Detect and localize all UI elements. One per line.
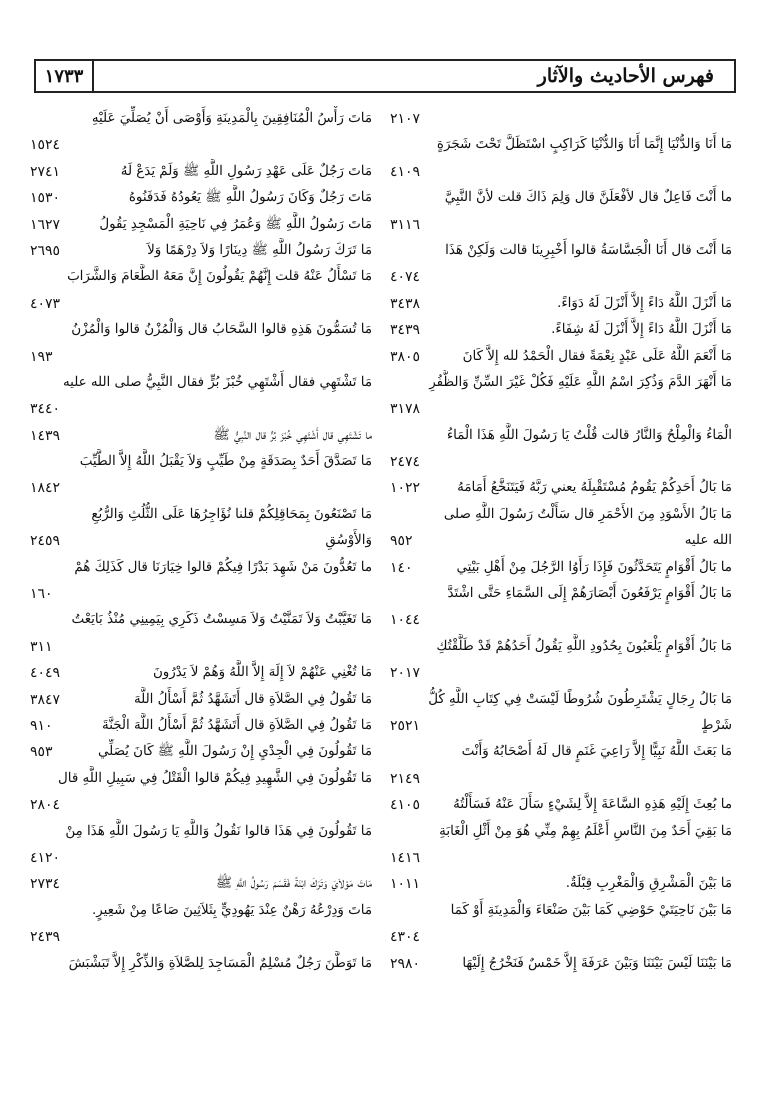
hadith-number: ٢٠١٧ <box>390 665 421 682</box>
entry-text: ما بُعِثَ إِلَيْهِ هَذِهِ السَّاعَةَ إِلاَّ لِشَيْءٍ سَأَلَ عَنْهُ فَسَأَلْتُهُ <box>453 797 732 813</box>
hadith-number: ٤١٠٩ <box>390 163 421 180</box>
hadith-number: ١٦٠ <box>30 586 53 603</box>
entry-text: مَا تَصْنَعُونَ بِمَحَاقِلِكُمْ قلنا نُؤَاجِرُهَا عَلَى الثُّلُثِ وَالرُّبُعِ <box>91 506 372 522</box>
entry-text: مَاتَ مَوْلاَيَ وَتَرَكَ ابْنَةً فَقَسَمَ رَسُولُ اللَّهِ ﷺ <box>215 876 372 892</box>
entry-text: ما تَعُدُّونَ مَنْ شَهِدَ بَدْرًا فِيكُمْ قالوا خِيَارَنَا قال كَذَلِكَ هُمْ <box>74 559 372 575</box>
index-entry-line <box>30 713 372 739</box>
index-entry-line <box>390 264 732 290</box>
hadith-number: ١٠٤٤ <box>390 612 421 629</box>
index-entry-line <box>390 687 732 713</box>
entry-text: مَا بَقِيَ أَحَدٌ مِنَ النَّاسِ أَعْلَمُ بِهِمْ مِنِّي هُوَ مِنْ أَثْلِ الْغَابَةِ <box>439 823 732 839</box>
page-number: ١٧٣٣ <box>36 61 94 91</box>
entry-text: مَا تَقُولُونَ فِي هَذَا قالوا نَقُولُ وَاللَّهِ يَا رَسُولَ اللَّهِ هَذَا مِنْ <box>65 823 372 839</box>
index-entry-line <box>30 898 372 924</box>
index-entry-line <box>390 607 732 633</box>
entry-text: مَا تَشْتَهِي فقال أَشْتَهِي خُبْزَ بُرٍّ فقال النَّبِيُّ صلى الله عليه <box>62 374 372 390</box>
entry-text: مَا تُغْنِي عَنْهُمْ لاَ إِلَهَ إِلاَّ اللَّهُ وَهُمْ لاَ يَدْرُونَ <box>152 665 372 681</box>
hadith-number: ٣١٧٨ <box>390 401 421 418</box>
index-entry-line <box>30 423 372 449</box>
index-entry-line <box>30 792 372 818</box>
hadith-number: ٢٧٣٤ <box>30 876 61 893</box>
entry-text: مَا تَغَيَّبْتُ وَلاَ تَمَنَّيْتُ وَلاَ مَسِسْتُ ذَكَرِي بِيَمِينِي مُنْذُ بَايَعْتُ <box>71 612 372 628</box>
index-entry-line <box>30 845 372 871</box>
index-entry-line <box>30 212 372 238</box>
entry-text: مَا تَقُولُونَ فِي الشَّهِيدِ فِيكُمْ قالوا الْقَتْلُ فِي سَبِيلِ اللَّهِ قال <box>58 770 372 786</box>
index-entry-line <box>390 317 732 343</box>
index-entry-line <box>390 766 732 792</box>
index-entry-line <box>30 951 372 977</box>
index-entry-line <box>30 396 372 422</box>
index-entry-line <box>390 238 732 264</box>
entry-text: ما بَالُ أَقْوَامٍ يَتَحَدَّثُونَ فَإِذَا رَأَوُا الرَّجُلَ مِنْ أَهْلِ بَيْتِي <box>456 559 732 575</box>
hadith-number: ٣٤٤٠ <box>30 401 61 418</box>
entry-text: الْمَاءُ وَالْمِلْحُ وَالنَّارُ قالت قُلْتُ يَا رَسُولَ اللَّهِ هَذَا الْمَاءُ <box>446 427 732 443</box>
hadith-number: ١٤٣٩ <box>30 427 61 444</box>
hadith-number: ١٥٢٤ <box>30 137 61 154</box>
entry-text: مَا بَيْنَ الْمَشْرِقِ وَالْمَغْرِبِ قِبْلَةٌ. <box>565 876 732 892</box>
entry-text: مَا أَنْزَلَ اللَّهُ دَاءً إِلاَّ أَنْزَلَ لَهُ شِفَاءً. <box>551 322 732 338</box>
index-entry-line <box>30 871 372 897</box>
hadith-number: ٣٨٤٧ <box>30 691 61 708</box>
hadith-number: ١٨٤٢ <box>30 480 61 497</box>
hadith-number: ٤١٠٥ <box>390 797 421 814</box>
hadith-number: ٢٥٢١ <box>390 717 421 734</box>
hadith-number: ٩٥٢ <box>390 533 413 550</box>
index-entry-line <box>30 106 372 132</box>
index-entry-line <box>30 238 372 264</box>
index-entry-line <box>390 660 732 686</box>
index-entry-line <box>30 344 372 370</box>
index-entry-line <box>30 528 372 554</box>
index-entry-line <box>390 871 732 897</box>
hadith-number: ٢٧٤١ <box>30 163 61 180</box>
hadith-number: ٤٣٠٤ <box>390 929 421 946</box>
index-entry-line <box>390 423 732 449</box>
index-entry-line <box>30 449 372 475</box>
entry-text: شَرْطٍ <box>701 717 732 733</box>
index-entry-line <box>390 132 732 158</box>
index-entry-line <box>390 792 732 818</box>
entry-text: مَا أَنْهَرَ الدَّمَ وَذُكِرَ اسْمُ اللَّهِ عَلَيْهِ فَكُلْ غَيْرَ السِّنِّ وَالظُّفُرِ <box>429 374 732 390</box>
hadith-number: ١٤١٦ <box>390 849 421 866</box>
hadith-number: ١٠١١ <box>390 876 421 893</box>
index-entry-line <box>30 819 372 845</box>
entry-text: الله عليه <box>684 533 732 549</box>
index-entry-line <box>30 185 372 211</box>
hadith-number: ١٩٣ <box>30 348 53 365</box>
index-entry-line <box>390 898 732 924</box>
entry-text: مَا بَيْنَنَا لَيْسَ بَيْنَنَا وَبَيْنَ عَرَفَةَ إِلاَّ خَمْسٌ فَنَخْرُجُ إِلَيْهَا <box>462 955 732 971</box>
entry-text: مَاتَ رَجُلٌ عَلَى عَهْدِ رَسُولِ اللَّهِ ﷺ وَلَمْ يَدَعْ لَهُ <box>120 163 372 179</box>
index-entry-line <box>30 766 372 792</box>
index-entry-line <box>390 370 732 396</box>
entry-text: مَا بَالُ أَقْوَامٍ يَلْعَبُونَ بِحُدُودِ اللَّهِ يَقُولُ أَحَدُهُمْ قَدْ طَلَّقْتُكِ <box>436 638 732 654</box>
entry-text: مَا أَنَا وَالدُّنْيَا إِنَّمَا أَنَا وَالدُّنْيَا كَرَاكِبٍ اسْتَظَلَّ تَحْتَ شَجَرَةٍ <box>436 137 732 153</box>
index-entry-line <box>390 291 732 317</box>
entry-text: مَا تَقُولُونَ فِي الْجِدْيِ إِنْ رَسُولَ اللَّهِ ﷺ كَانَ يُصَلِّي <box>97 744 372 760</box>
entry-text: مَا تَصَدَّقَ أَحَدٌ بِصَدَقَةٍ مِنْ طَيِّبٍ وَلاَ يَقْبَلُ اللَّهُ إِلاَّ الطَّيِّبَ <box>79 454 372 470</box>
entry-text: مَا بَيْنَ نَاحِيَتَيْ حَوْضِي كَمَا بَيْنَ صَنْعَاءَ وَالْمَدِينَةِ أَوْ كَمَا <box>450 902 732 918</box>
index-entry-line <box>390 713 732 739</box>
hadith-number: ٣١١٦ <box>390 216 421 233</box>
index-entry-line <box>390 528 732 554</box>
index-entry-line <box>30 317 372 343</box>
hadith-number: ٤١٢٠ <box>30 849 61 866</box>
index-entry-line <box>390 951 732 977</box>
entry-text: مَا تُسَمُّونَ هَذِهِ قالوا السَّحَابُ قال وَالْمُزْنُ قالوا وَالْمُزْنُ <box>71 322 372 338</box>
entry-text: ما أَنْتَ فَاعِلٌ قال لأفْعَلَنَّ قال وَلِمَ ذَاكَ قلت لأنَّ النَّبِيَّ <box>444 190 732 206</box>
entry-text: مَا بَالُ الأَسْوَدِ مِنَ الأَحْمَرِ قال سَأَلْتُ رَسُولَ اللَّهِ صلى <box>443 506 732 522</box>
index-entry-line <box>390 739 732 765</box>
index-entry-line <box>30 607 372 633</box>
hadith-number: ٣٤٣٩ <box>390 322 421 339</box>
index-entry-line <box>390 449 732 475</box>
index-entry-line <box>390 581 732 607</box>
entry-text: ما تَشْتَهِي قال أَشْتَهِي خُبْزَ بُرٍّ قال النَّبِيُّ ﷺ <box>213 427 372 443</box>
entry-text: مَاتَ رَسُولُ اللَّهِ ﷺ وَعُمَرُ فِي نَاحِيَةِ الْمَسْجِدِ يَقُولُ <box>99 216 372 232</box>
index-entry-line <box>390 475 732 501</box>
entry-text: مَا بَالُ رِجَالٍ يَشْتَرِطُونَ شُرُوطًا لَيْسَتْ فِي كِتَابِ اللَّهِ كُلُّ <box>428 691 732 707</box>
page-header <box>34 59 736 93</box>
entry-text: مَا تَرَكَ رَسُولُ اللَّهِ ﷺ دِينَارًا وَلاَ دِرْهَمًا وَلاَ <box>147 242 372 258</box>
hadith-number: ١٥٣٠ <box>30 190 61 207</box>
right-column <box>390 106 732 1096</box>
entry-text: مَا تَسْأَلُ عَنْهُ قلت إِنَّهُمْ يَقُولُونَ إِنَّ مَعَهُ الطَّعَامَ وَالشَّرَابَ <box>67 269 372 285</box>
index-entry-line <box>30 660 372 686</box>
hadith-number: ٤٠٧٤ <box>390 269 421 286</box>
entry-text: مَاتَ رَجُلٌ وَكَانَ رَسُولُ اللَّهِ ﷺ يَعُودُهُ فَدَفَنُوهُ <box>128 190 372 206</box>
hadith-number: ٢٤٣٩ <box>30 929 61 946</box>
entry-text: مَاتَ رَأْسُ الْمُنَافِقِينَ بِالْمَدِينَةِ وَأَوْصَى أَنْ يُصَلِّيَ عَلَيْهِ <box>91 111 372 126</box>
index-entry-line <box>390 845 732 871</box>
entry-text: مَا أَنْعَمَ اللَّهُ عَلَى عَبْدٍ نِعْمَةً فقال الْحَمْدُ لله إِلاَّ كَانَ <box>462 348 732 364</box>
hadith-number: ٤٠٤٩ <box>30 665 61 682</box>
entry-text: مَا أَنْزَلَ اللَّهُ دَاءً إِلاَّ أَنْزَلَ لَهُ دَوَاءً. <box>557 295 732 311</box>
index-entry-line <box>390 212 732 238</box>
hadith-number: ٣١١ <box>30 638 53 655</box>
index-entry-line <box>390 159 732 185</box>
index-entry-line <box>390 634 732 660</box>
index-entry-line <box>30 370 372 396</box>
index-entry-line <box>30 159 372 185</box>
hadith-number: ١٦٢٧ <box>30 216 61 233</box>
hadith-number: ٤٠٧٣ <box>30 295 61 312</box>
hadith-number: ٢٤٧٤ <box>390 454 421 471</box>
entry-text: مَا تَقُولُ فِي الصَّلاَةِ قال أَتَشَهَّدُ ثُمَّ أَسْأَلُ اللَّهَ <box>133 691 372 707</box>
index-entry-line <box>390 924 732 950</box>
entry-text: وَالأَوْسُقِ <box>325 533 372 549</box>
hadith-number: ٢٤٥٩ <box>30 533 61 550</box>
entry-text: مَا تَقُولُ فِي الصَّلاَةِ قال أَتَشَهَّدُ ثُمَّ أَسْأَلُ اللَّهَ الْجَنَّةَ <box>102 717 372 733</box>
hadith-number: ٩١٠ <box>30 717 53 734</box>
hadith-number: ٢١٠٧ <box>390 111 421 127</box>
left-column <box>30 106 372 1096</box>
index-entry-line <box>30 264 372 290</box>
entry-text: مَاتَ وَدِرْعُهُ رَهْنٌ عِنْدَ يَهُودِيٍّ بِثَلاَثِينَ صَاعًا مِنْ شَعِيرٍ. <box>92 902 372 918</box>
entry-text: مَا بَالُ أَقْوَامٍ يَرْفَعُونَ أَبْصَارَهُمْ إِلَى السَّمَاءِ حَتَّى اشْتَدَّ <box>447 586 732 602</box>
hadith-number: ٣٤٣٨ <box>390 295 421 312</box>
index-entry-line <box>30 687 372 713</box>
page-title: فهرس الأحاديث والآثار <box>537 65 714 87</box>
index-entry-line <box>30 475 372 501</box>
index-entry-line <box>390 555 732 581</box>
index-entry-line <box>30 581 372 607</box>
index-entry-line <box>30 291 372 317</box>
index-entry-line <box>30 739 372 765</box>
index-entry-line <box>30 502 372 528</box>
hadith-number: ٢٨٠٤ <box>30 797 61 814</box>
index-entry-line <box>390 185 732 211</box>
index-entry-line <box>390 502 732 528</box>
hadith-number: ٣٨٠٥ <box>390 348 421 365</box>
index-entry-line <box>390 344 732 370</box>
index-entry-line <box>30 924 372 950</box>
hadith-number: ٢١٤٩ <box>390 770 421 787</box>
hadith-number: ٩٥٣ <box>30 744 53 761</box>
entry-text: مَا بَالُ أَحَدِكُمْ يَقُومُ مُسْتَقْبِلَهُ يعني رَبَّهُ فَيَتَنَخَّعُ أَمَامَهُ <box>457 480 732 496</box>
index-entry-line <box>390 396 732 422</box>
entry-text: مَا بَعَثَ اللَّهُ نَبِيًّا إِلاَّ رَاعِيَ غَنَمٍ قال لَهُ أَصْحَابُهُ وَأَنْتَ <box>461 744 732 760</box>
entry-text: مَا تَوَطَّنَ رَجُلٌ مُسْلِمٌ الْمَسَاجِدَ لِلصَّلاَةِ وَالذِّكْرِ إِلاَّ تَبَشْبَشَ <box>68 955 372 971</box>
index-entry-line <box>30 555 372 581</box>
index-entry-line <box>390 106 732 132</box>
hadith-number: ١٤٠ <box>390 559 413 576</box>
hadith-number: ٢٦٩٥ <box>30 242 61 259</box>
index-entry-line <box>390 819 732 845</box>
index-entry-line <box>30 634 372 660</box>
hadith-number: ١٠٢٢ <box>390 480 421 497</box>
hadith-number: ٢٩٨٠ <box>390 955 421 972</box>
entry-text: مَا أَنْتَ قال أَنَا الْجَسَّاسَةُ قالوا أَخْبِرِينَا قالت وَلَكِنْ هَذَا <box>445 242 732 258</box>
index-entry-line <box>30 132 372 158</box>
